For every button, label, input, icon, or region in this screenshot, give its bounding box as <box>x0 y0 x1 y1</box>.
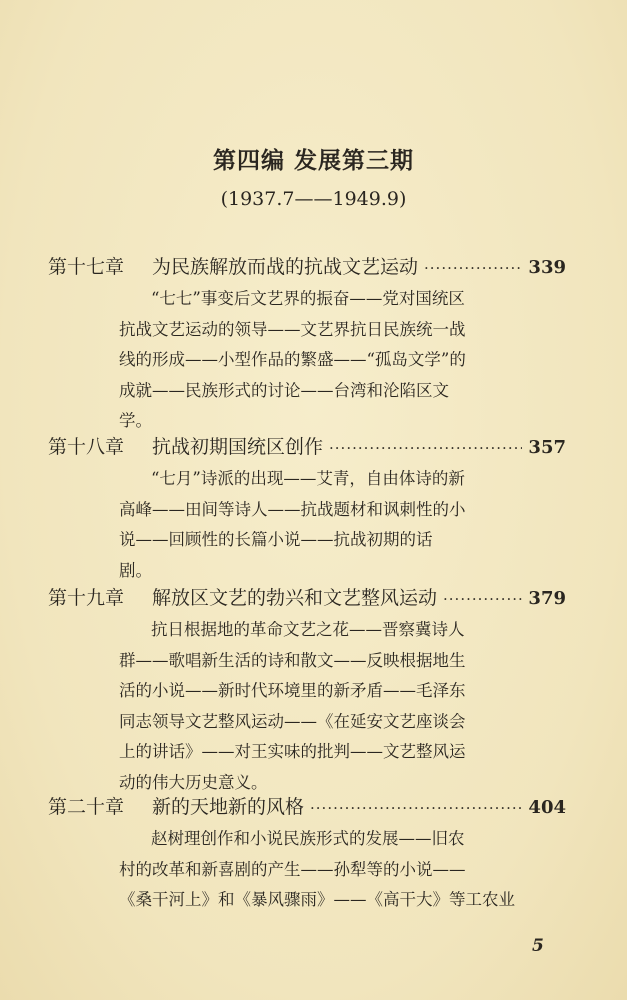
summary-line: 《桑干河上》和《暴风骤雨》——《高干大》等工农业 <box>119 890 515 909</box>
chapter-17-heading[interactable] <box>48 252 566 282</box>
chapter-title: 为民族解放而战的抗战文艺运动 <box>152 256 419 278</box>
chapter-page-number: 379 <box>528 588 566 609</box>
summary-line: 高峰——田间等诗人——抗战题材和讽刺性的小 <box>119 499 466 519</box>
summary-line: 成就——民族形式的讨论——台湾和沦陷区文 <box>119 380 449 400</box>
chapter-number: 第二十章 <box>48 796 125 818</box>
page-folio: 5 <box>532 936 544 956</box>
summary-line: 抗战文艺运动的领导——文艺界抗日民族统一战 <box>119 319 466 339</box>
period-range: (1937.7——1949.9) <box>220 188 407 210</box>
chapter-18-heading[interactable] <box>48 432 566 462</box>
leader-dots <box>424 259 522 277</box>
summary-line: 同志领导文艺整风运动——《在延安文艺座谈会 <box>119 711 466 731</box>
chapter-18-summary <box>119 464 495 586</box>
leader-dots <box>329 439 522 457</box>
chapter-number: 第十七章 <box>48 256 125 278</box>
leader-dots <box>310 799 522 817</box>
summary-line: 活的小说——新时代环境里的新矛盾——毛泽东 <box>119 681 466 700</box>
summary-line: “七月”诗派的出现——艾青，自由体诗的新 <box>151 469 465 488</box>
chapter-19-summary <box>119 615 495 798</box>
chapter-page-number: 404 <box>528 797 566 818</box>
leader-dots <box>443 590 522 608</box>
summary-line: 上的讲话》——对王实味的批判——文艺整风运 <box>119 742 466 761</box>
chapter-number: 第十八章 <box>48 436 125 458</box>
chapter-title: 解放区文艺的勃兴和文艺整风运动 <box>152 587 438 609</box>
summary-line: 线的形成——小型作品的繁盛——“孤岛文学”的 <box>119 350 466 369</box>
summary-line: 动的伟大历史意义。 <box>119 772 268 792</box>
summary-line: 抗日根据地的革命文艺之花——晋察冀诗人 <box>151 620 465 639</box>
chapter-page-number: 339 <box>528 257 566 278</box>
chapter-number: 第十九章 <box>48 587 125 609</box>
summary-line: 群——歌唱新生活的诗和散文——反映根据地生 <box>119 650 466 670</box>
part-title: 第四编 发展第三期 <box>212 147 414 174</box>
chapter-page-number: 357 <box>528 437 566 458</box>
chapter-20-summary <box>119 824 515 916</box>
summary-line: 赵树理创作和小说民族形式的发展——旧农 <box>151 829 465 848</box>
summary-line: 说——回顾性的长篇小说——抗战初期的话 <box>119 530 433 549</box>
chapter-title: 抗战初期国统区创作 <box>152 436 324 458</box>
chapter-19-heading[interactable] <box>48 583 566 613</box>
chapter-17-summary <box>119 284 495 437</box>
summary-line: 剧。 <box>119 560 152 580</box>
summary-line: 村的改革和新喜剧的产生——孙犁等的小说—— <box>119 859 466 879</box>
summary-line: 学。 <box>119 411 152 430</box>
summary-line: “七七”事变后文艺界的振奋——党对国统区 <box>151 289 465 308</box>
chapter-20-heading[interactable] <box>48 792 566 822</box>
chapter-title: 新的天地新的风格 <box>152 796 305 818</box>
